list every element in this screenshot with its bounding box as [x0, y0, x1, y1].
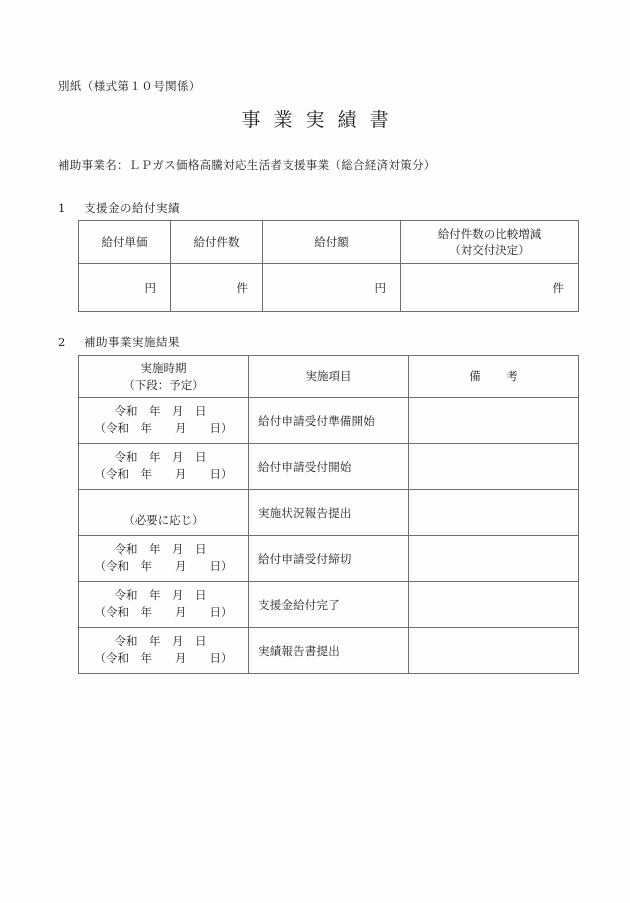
column-header-amount: 給付額	[263, 221, 401, 264]
cell-implementation-item: 支援金給付完了	[249, 582, 409, 628]
cell-implementation-item: 給付申請受付準備開始	[249, 398, 409, 444]
table-header-row	[79, 356, 579, 398]
cell-period[interactable]: 令和 年 月 日 （令和 年 月 日）	[79, 536, 249, 582]
cell-period[interactable]: 令和 年 月 日 （令和 年 月 日）	[79, 628, 249, 674]
table-row	[79, 444, 579, 490]
cell-period[interactable]: 令和 年 月 日 （令和 年 月 日）	[79, 582, 249, 628]
cell-implementation-item: 実績報告書提出	[249, 628, 409, 674]
section-2-number: 2	[58, 335, 66, 349]
cell-remarks[interactable]	[409, 582, 579, 628]
table-row	[79, 536, 579, 582]
cell-period[interactable]: 令和 年 月 日 （令和 年 月 日）	[79, 444, 249, 490]
section-1-title: 支援金の給付実績	[84, 201, 180, 215]
table-row	[79, 264, 579, 312]
document-reference-label: 別紙（様式第１０号関係）	[58, 79, 201, 93]
cell-period[interactable]: （必要に応じ）	[79, 490, 249, 536]
section-2-title: 補助事業実施結果	[84, 335, 180, 349]
cell-remarks[interactable]	[409, 536, 579, 582]
page-title: 事業実績書	[241, 109, 402, 131]
table-row	[79, 628, 579, 674]
cell-remarks[interactable]	[409, 398, 579, 444]
cell-case-count-variance[interactable]: 件	[401, 264, 579, 312]
cell-implementation-item: 実施状況報告提出	[249, 490, 409, 536]
table-header-row	[79, 221, 579, 264]
cell-case-count[interactable]: 件	[171, 264, 263, 312]
column-header-unit-price: 給付単価	[79, 221, 171, 264]
implementation-schedule-table	[78, 355, 579, 674]
cell-period[interactable]: 令和 年 月 日 （令和 年 月 日）	[79, 398, 249, 444]
table-row	[79, 490, 579, 536]
section-2-heading	[58, 334, 180, 350]
column-header-implementation-period: 実施時期 （下段：予定）	[79, 356, 249, 398]
table-row	[79, 398, 579, 444]
table-row	[79, 582, 579, 628]
cell-unit-price[interactable]: 円	[79, 264, 171, 312]
column-header-case-count-variance: 給付件数の比較増減 （対交付決定）	[401, 221, 579, 264]
project-name-line: 補助事業名：ＬＰガス価格高騰対応生活者支援事業（総合経済対策分）	[58, 158, 436, 172]
section-1-number: 1	[58, 201, 66, 215]
column-header-case-count: 給付件数	[171, 221, 263, 264]
benefit-results-table	[78, 220, 579, 312]
cell-remarks[interactable]	[409, 628, 579, 674]
cell-implementation-item: 給付申請受付開始	[249, 444, 409, 490]
cell-remarks[interactable]	[409, 444, 579, 490]
cell-implementation-item: 給付申請受付締切	[249, 536, 409, 582]
cell-remarks[interactable]	[409, 490, 579, 536]
section-1-heading	[58, 200, 180, 216]
column-header-remarks: 備 考	[409, 356, 579, 398]
cell-amount[interactable]: 円	[263, 264, 401, 312]
column-header-implementation-item: 実施項目	[249, 356, 409, 398]
